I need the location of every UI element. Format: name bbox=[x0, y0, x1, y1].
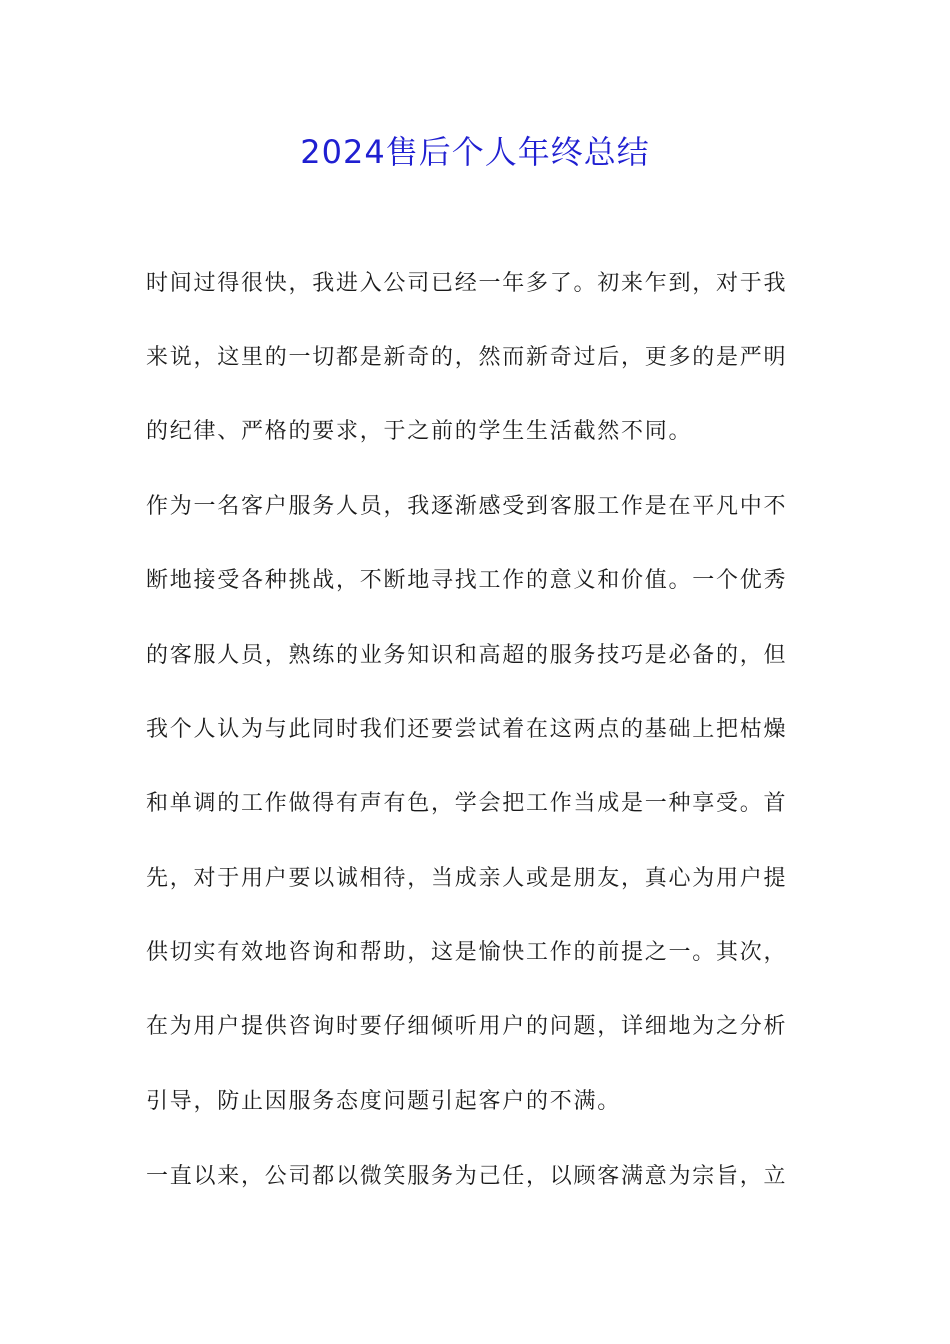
text-line: 一直以来，公司都以微笑服务为己任，以顾客满意为宗旨，立 bbox=[146, 1164, 788, 1189]
text-line: 和单调的工作做得有声有色，学会把工作当成是一种享受。首 bbox=[146, 791, 788, 816]
text-line: 先，对于用户要以诚相待，当成亲人或是朋友，真心为用户提 bbox=[146, 866, 788, 891]
text-line: 在为用户提供咨询时要仔细倾听用户的问题，详细地为之分析 bbox=[146, 1014, 788, 1039]
text-line: 供切实有效地咨询和帮助，这是愉快工作的前提之一。其次， bbox=[146, 940, 788, 965]
text-line: 我个人认为与此同时我们还要尝试着在这两点的基础上把枯燥 bbox=[146, 717, 788, 742]
text-line: 作为一名客户服务人员，我逐渐感受到客服工作是在平凡中不 bbox=[146, 494, 788, 519]
text-line: 的纪律、严格的要求，于之前的学生生活截然不同。 bbox=[146, 419, 693, 444]
text-line: 引导，防止因服务态度问题引起客户的不满。 bbox=[146, 1089, 622, 1114]
text-line: 断地接受各种挑战，不断地寻找工作的意义和价值。一个优秀 bbox=[146, 568, 788, 593]
page-title: 2024售后个人年终总结 bbox=[300, 133, 650, 171]
text-line: 的客服人员，熟练的业务知识和高超的服务技巧是必备的，但 bbox=[146, 643, 788, 668]
text-line: 时间过得很快，我进入公司已经一年多了。初来乍到，对于我 bbox=[146, 271, 788, 296]
text-line: 来说，这里的一切都是新奇的，然而新奇过后，更多的是严明 bbox=[146, 345, 788, 370]
